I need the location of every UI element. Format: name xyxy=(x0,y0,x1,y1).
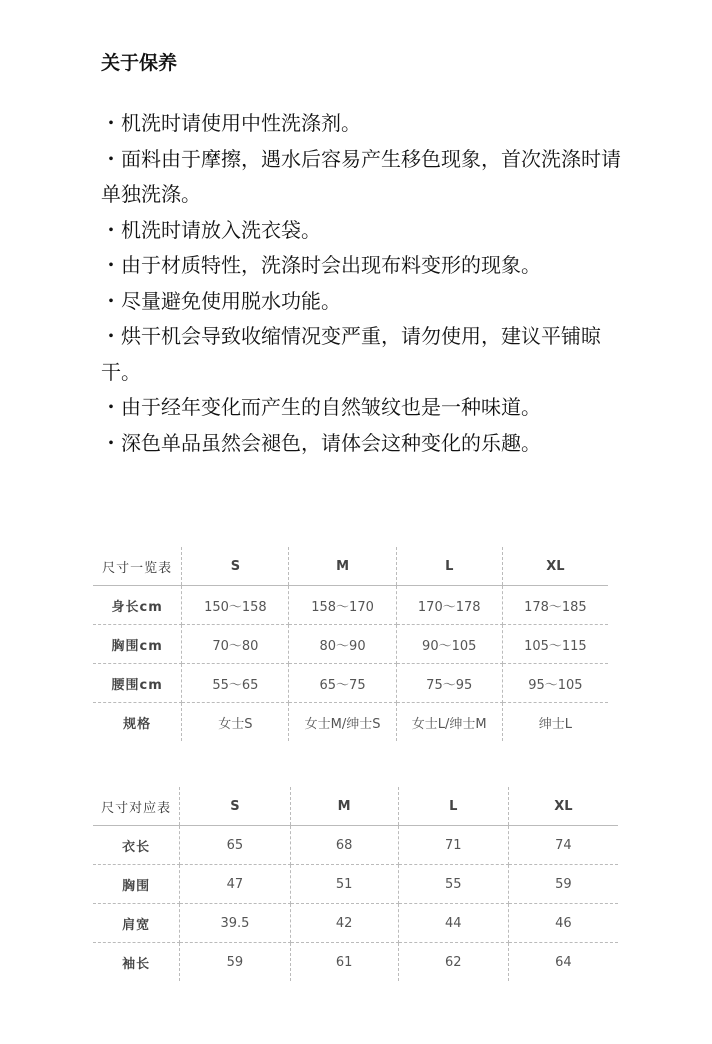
table-cell: 55～65 xyxy=(182,664,289,703)
table-cell: 80～90 xyxy=(289,625,396,664)
table-cell: 150～158 xyxy=(182,586,289,625)
care-item: ・机洗时请使用中性洗涤剂。 xyxy=(101,111,361,135)
table-cell: 55 xyxy=(398,865,508,904)
row-label: 衣长 xyxy=(93,826,180,865)
size-column-header: L xyxy=(398,787,508,826)
row-label: 胸围cm xyxy=(93,625,182,664)
row-label: 胸围 xyxy=(93,865,180,904)
care-item: ・面料由于摩擦，遇水后容易产生移色现象，首次洗涤时请单独洗涤。 xyxy=(101,146,621,206)
size-column-header: L xyxy=(396,547,502,586)
table-header-row xyxy=(93,547,608,586)
size-column-header: M xyxy=(290,787,398,826)
table-cell: 64 xyxy=(555,954,572,970)
table-row xyxy=(93,943,618,982)
care-item: ・深色单品虽然会褪色，请体会这种变化的乐趣。 xyxy=(101,430,541,455)
table-cell: 65 xyxy=(180,826,290,865)
table-cell: 158～170 xyxy=(289,586,396,625)
table-cell: 62 xyxy=(398,943,508,982)
table-cell: 65～75 xyxy=(289,664,396,703)
table-title: 尺寸一览表 xyxy=(93,547,182,586)
table-cell: 59 xyxy=(508,865,618,904)
table-row xyxy=(93,625,608,664)
care-title: 关于保养 xyxy=(101,52,178,74)
care-item: ・由于经年变化而产生的自然皱纹也是一种味道。 xyxy=(101,395,541,419)
table-cell: 46 xyxy=(508,904,618,943)
table-cell: 女士M/绅士S xyxy=(289,703,396,742)
care-instructions xyxy=(101,106,621,461)
care-item: ・机洗时请放入洗衣袋。 xyxy=(101,217,321,242)
care-item: ・由于材质特性，洗涤时会出现布料变形的现象。 xyxy=(101,253,541,277)
size-column-header: XL xyxy=(502,547,608,586)
table-cell: 女士S xyxy=(182,703,289,742)
table-row xyxy=(93,865,618,904)
row-label: 袖长 xyxy=(93,943,180,982)
row-label: 规格 xyxy=(93,703,182,742)
table-cell: 71 xyxy=(398,826,508,865)
table-row xyxy=(93,703,608,742)
table-cell: 90～105 xyxy=(396,625,502,664)
measurement-table xyxy=(93,787,618,981)
table-row xyxy=(93,664,608,703)
table-cell: 51 xyxy=(290,865,398,904)
table-cell: 95～105 xyxy=(502,664,608,703)
table-cell: 70～80 xyxy=(182,625,289,664)
table-cell: 59 xyxy=(180,943,290,982)
size-column-header: S xyxy=(180,787,290,826)
table-cell: 39.5 xyxy=(180,904,290,943)
table-cell: 68 xyxy=(290,826,398,865)
table-cell: 75～95 xyxy=(396,664,502,703)
table-cell: 47 xyxy=(180,865,290,904)
table-cell: 178～185 xyxy=(502,586,608,625)
table-cell: 74 xyxy=(508,826,618,865)
table-row xyxy=(93,904,618,943)
table-cell: 44 xyxy=(398,904,508,943)
table-row xyxy=(93,586,608,625)
table-cell: 170～178 xyxy=(396,586,502,625)
row-label: 腰围cm xyxy=(93,664,182,703)
row-label: 身长cm xyxy=(93,586,182,625)
table-cell: 绅士L xyxy=(538,716,573,732)
table-cell: 61 xyxy=(290,943,398,982)
row-label: 肩宽 xyxy=(93,904,180,943)
table-title: 尺寸对应表 xyxy=(93,787,180,826)
size-column-header: M xyxy=(289,547,396,586)
care-item: ・尽量避免使用脱水功能。 xyxy=(101,288,341,313)
care-item: ・烘干机会导致收缩情况变严重，请勿使用，建议平铺晾干。 xyxy=(101,324,601,384)
table-header-row xyxy=(93,787,618,826)
table-cell: 女士L/绅士M xyxy=(396,703,502,742)
size-column-header: S xyxy=(182,547,289,586)
size-column-header: XL xyxy=(508,787,618,826)
table-row xyxy=(93,826,618,865)
table-cell: 105～115 xyxy=(502,625,608,664)
size-chart-table xyxy=(93,547,608,741)
table-cell: 42 xyxy=(290,904,398,943)
